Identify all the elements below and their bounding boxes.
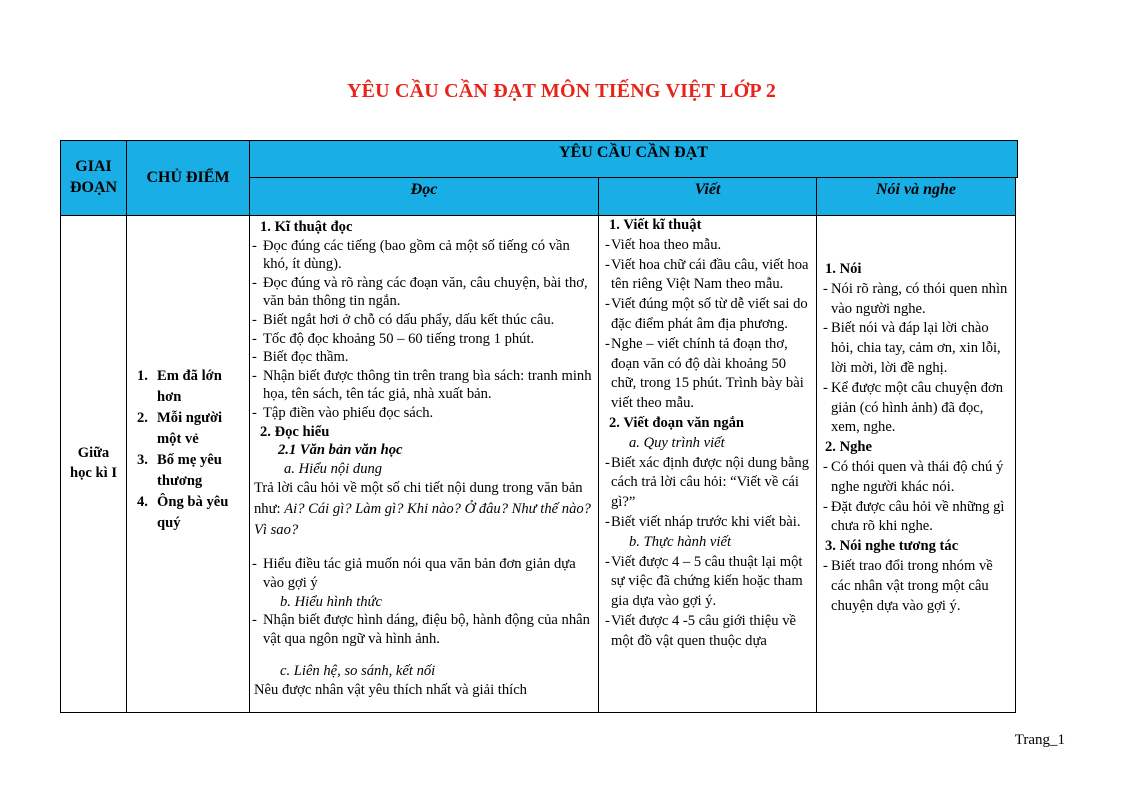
header-chu-diem [126,140,250,216]
viet-heading-a: a. Quy trình viết [629,434,725,451]
doc-item: - Hiểu điều tác giả muốn nói qua văn bản đơn giản dựa vào gợi ý [254,555,592,592]
doc-item: - Tốc độ đọc khoảng 50 – 60 tiếng trong 1 phút. [254,330,592,349]
header-yeu-cau-label: YÊU CẦU CẦN ĐẠT [559,144,708,161]
cell-doc [249,215,599,713]
viet-item: - Biết viết nháp trước khi viết bài. [607,513,810,533]
chu-diem-item: 1. Em đã lớn hơn [137,368,222,405]
viet-item: - Viết hoa chữ cái đầu câu, viết hoa tên riêng Việt Nam theo mẫu. [607,256,810,296]
doc-item: - Biết đọc thầm. [254,348,592,367]
noi-heading: 1. Nói [825,261,862,277]
doc-item: - Biết ngắt hơi ở chỗ có dấu phẩy, dấu kết thúc câu. [254,311,592,330]
header-doc [249,177,599,216]
nghe-item: - Đặt được câu hỏi về những gì chưa rõ khi nghe. [825,498,1009,538]
header-viet [598,177,817,216]
doc-heading-van-ban: 2.1 Văn bản văn học [278,442,403,459]
header-chu-diem-label: CHỦ ĐIỂM [146,168,230,186]
viet-item: - Biết xác định được nội dung bằng cách trả lời câu hỏi: “Viết về cái gì?” [607,454,810,513]
chu-diem-item: 2. Mỗi người một vẻ [137,410,223,447]
tuong-tac-item: - Biết trao đổi trong nhóm về các nhân vật trong một câu chuyện dựa vào gợi ý. [825,557,1009,616]
chu-diem-item: 4. Ông bà yêu quý [137,494,229,531]
tuong-tac-heading: 3. Nói nghe tương tác [825,538,959,555]
viet-item: - Nghe – viết chính tả đoạn thơ, đoạn văn có độ dài khoảng 50 chữ, trong 15 phút. Trình bày bài viết theo mẫu. [607,335,810,414]
doc-a-text: Trả lời câu hỏi về một số chi tiết nội dung trong văn bản như: Ai? Cái gì? Làm gì? Khi nào? Ở đâu? Như thế nào? Vì sao? [254,480,591,539]
viet-item: - Viết hoa theo mẫu. [607,236,810,256]
doc-heading-ky-thuat: 1. Kĩ thuật đọc [260,219,353,235]
doc-heading-a: a. Hiểu nội dung [284,460,383,477]
nghe-heading: 2. Nghe [825,439,873,456]
cell-noi-nghe [816,215,1016,713]
giai-doan-value: Giữa học kì I [69,445,118,481]
viet-item: - Viết đúng một số từ dễ viết sai do đặc điểm phát âm địa phương. [607,295,810,335]
viet-item: - Viết được 4 -5 câu giới thiệu về một đồ vật quen thuộc dựa [607,612,810,652]
header-noi-nghe-label: Nói và nghe [876,181,956,198]
header-giai-doan [60,140,127,216]
viet-heading-doan-van: 2. Viết đoạn văn ngắn [609,414,745,431]
doc-item: - Đọc đúng và rõ ràng các đoạn văn, câu chuyện, bài thơ, văn bản thông tin ngắn. [254,274,592,311]
doc-item: - Nhận biết được thông tin trên trang bìa sách: tranh minh họa, tên sách, tên tác giả, nhà xuất bản. [254,367,592,404]
header-giai-doan-label: GIAI ĐOẠN [69,158,118,196]
doc-heading-b: b. Hiểu hình thức [280,593,382,610]
doc-item: - Đọc đúng các tiếng (bao gồm cả một số tiếng có vần khó, ít dùng). [254,237,592,274]
viet-heading-b: b. Thực hành viết [629,533,731,550]
cell-chu-diem [126,215,250,713]
header-yeu-cau [249,140,1018,178]
header-viet-label: Viết [694,181,721,198]
cell-viet [598,215,817,713]
noi-item: - Biết nói và đáp lại lời chào hỏi, chia tay, cảm ơn, xin lỗi, lời mời, lời đề nghị. [825,319,1009,378]
noi-item: - Nói rõ ràng, có thói quen nhìn vào người nghe. [825,280,1009,320]
viet-heading-ky-thuat: 1. Viết kĩ thuật [609,217,702,233]
viet-item: - Viết được 4 – 5 câu thuật lại một sự việc đã chứng kiến hoặc tham gia dựa vào gợi ý. [607,553,810,612]
page-title: YÊU CẦU CẦN ĐẠT MÔN TIẾNG VIỆT LỚP 2 [346,80,777,102]
doc-heading-doc-hieu: 2. Đọc hiểu [260,423,330,440]
header-doc-label: Đọc [410,181,438,198]
cell-giai-doan [60,215,127,713]
doc-item: - Tập điền vào phiếu đọc sách. [254,404,592,423]
nghe-item: - Có thói quen và thái độ chú ý nghe người khác nói. [825,458,1009,498]
doc-heading-c: c. Liên hệ, so sánh, kết nối [280,663,436,680]
header-noi-nghe [816,177,1016,216]
doc-c-text: Nêu được nhân vật yêu thích nhất và giải thích [254,681,527,698]
chu-diem-item: 3. Bố mẹ yêu thương [137,452,222,489]
noi-item: - Kể được một câu chuyện đơn giản (có hình ảnh) đã đọc, xem, nghe. [825,379,1009,438]
doc-item: - Nhận biết được hình dáng, điệu bộ, hành động của nhân vật qua ngôn ngữ và hình ảnh. [254,611,592,648]
page-number: Trang_1 [1014,732,1065,748]
